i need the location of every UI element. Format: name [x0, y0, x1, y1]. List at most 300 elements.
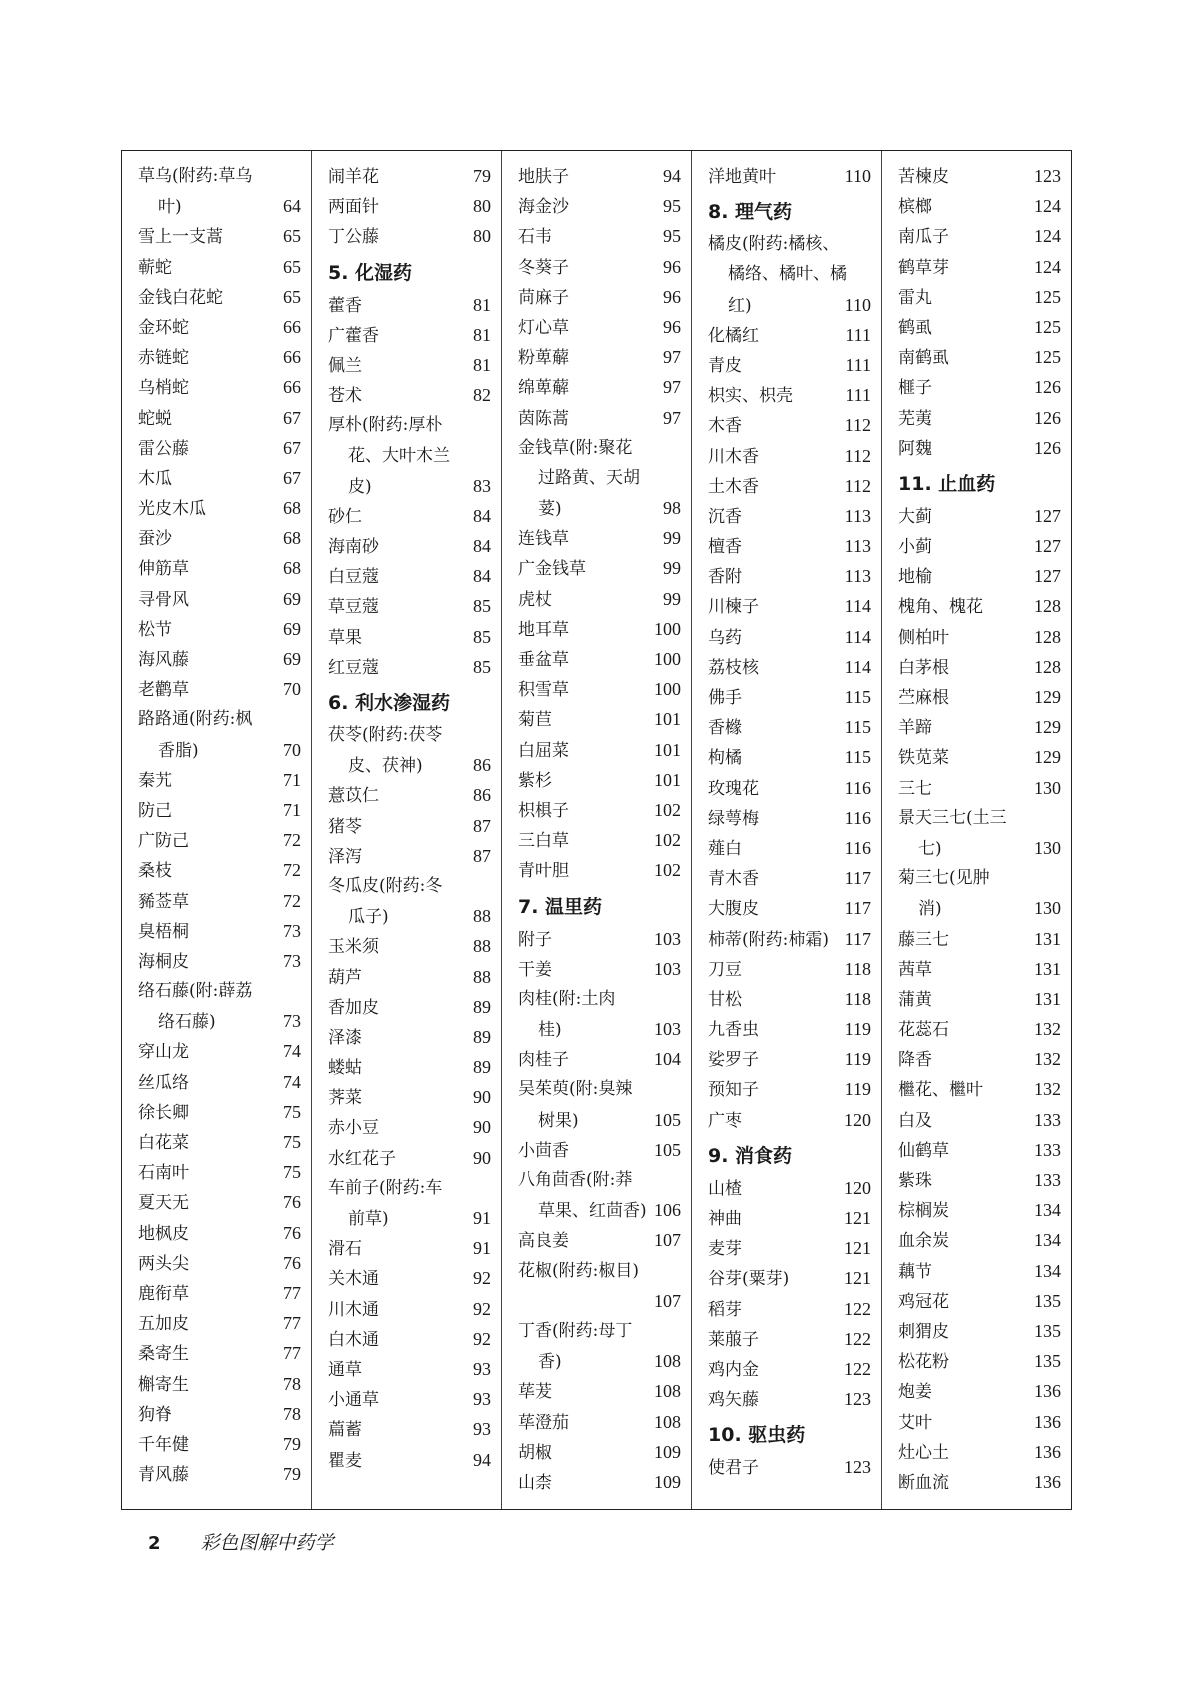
toc-entry[interactable]	[518, 954, 681, 984]
toc-entry[interactable]	[898, 1256, 1061, 1286]
toc-entry[interactable]	[708, 561, 871, 591]
toc-entry[interactable]	[328, 290, 491, 320]
toc-entry[interactable]	[518, 825, 681, 855]
toc-entry[interactable]	[518, 1195, 681, 1225]
toc-entry[interactable]	[898, 1195, 1061, 1225]
entry-name: 枳椇子	[518, 800, 569, 821]
toc-entry[interactable]	[138, 1248, 301, 1278]
toc-entry[interactable]	[898, 1135, 1061, 1165]
toc-entry[interactable]	[138, 795, 301, 825]
toc-entry[interactable]	[138, 976, 301, 1006]
section-heading	[328, 256, 491, 290]
entry-name: 瞿麦	[328, 1450, 362, 1471]
toc-entry[interactable]	[898, 252, 1061, 282]
toc-entry[interactable]	[138, 1006, 301, 1036]
entry-name: 炮姜	[898, 1382, 932, 1403]
entry-page: 128	[1034, 656, 1061, 677]
entry-name: 积雪草	[518, 680, 569, 701]
toc-entry[interactable]	[328, 962, 491, 992]
toc-entry[interactable]	[138, 161, 301, 191]
entry-page: 125	[1034, 347, 1061, 368]
toc-entry[interactable]	[708, 893, 871, 923]
entry-page: 94	[473, 1449, 491, 1470]
toc-entry[interactable]	[708, 1014, 871, 1044]
toc-entry[interactable]	[518, 1467, 681, 1497]
toc-entry[interactable]	[518, 191, 681, 221]
toc-entry[interactable]	[138, 372, 301, 402]
toc-entry[interactable]	[898, 954, 1061, 984]
toc-entry[interactable]	[518, 1286, 681, 1316]
toc-entry[interactable]	[898, 372, 1061, 402]
entry-name: 肉桂子	[518, 1050, 569, 1071]
toc-entry[interactable]	[708, 259, 871, 289]
entry-page: 66	[283, 347, 301, 368]
entry-name: 洋地黄叶	[708, 167, 776, 187]
toc-entry[interactable]	[518, 924, 681, 954]
toc-entry[interactable]	[708, 1044, 871, 1074]
toc-entry[interactable]	[708, 531, 871, 561]
entry-name: 川楝子	[708, 597, 759, 618]
toc-entry[interactable]	[898, 773, 1061, 803]
toc-entry[interactable]	[518, 493, 681, 523]
toc-entry[interactable]	[708, 1105, 871, 1135]
toc-entry[interactable]	[708, 290, 871, 320]
toc-entry[interactable]	[518, 584, 681, 614]
toc-entry[interactable]	[898, 803, 1061, 833]
toc-entry[interactable]	[518, 674, 681, 704]
toc-entry[interactable]	[898, 312, 1061, 342]
toc-entry[interactable]	[138, 825, 301, 855]
toc-entry[interactable]	[708, 380, 871, 410]
entry-page: 72	[283, 890, 301, 911]
toc-entry[interactable]	[898, 1407, 1061, 1437]
entry-page: 93	[473, 1419, 491, 1440]
toc-entry[interactable]	[898, 342, 1061, 372]
toc-entry[interactable]	[328, 1022, 491, 1052]
toc-entry[interactable]	[898, 1225, 1061, 1255]
toc-entry[interactable]	[898, 863, 1061, 893]
toc-entry[interactable]	[138, 312, 301, 342]
toc-entry[interactable]	[138, 433, 301, 463]
toc-entry[interactable]	[518, 252, 681, 282]
entry-page: 114	[844, 596, 871, 617]
toc-entry[interactable]	[138, 1459, 301, 1489]
toc-entry[interactable]	[518, 1256, 681, 1286]
toc-entry[interactable]	[898, 1376, 1061, 1406]
toc-entry[interactable]	[518, 1376, 681, 1406]
toc-entry[interactable]	[328, 1173, 491, 1203]
entry-name: 枳实、枳壳	[708, 386, 793, 407]
toc-entry[interactable]	[328, 622, 491, 652]
entry-page: 132	[1034, 1079, 1061, 1100]
toc-entry[interactable]	[898, 924, 1061, 954]
toc-entry[interactable]	[708, 320, 871, 350]
toc-entry[interactable]	[328, 652, 491, 682]
toc-entry[interactable]	[518, 221, 681, 251]
entry-page: 130	[1034, 837, 1061, 858]
entry-page: 121	[844, 1208, 871, 1228]
toc-entry[interactable]	[518, 1316, 681, 1346]
entry-name: 蒲黄	[898, 989, 932, 1010]
toc-entry[interactable]	[328, 931, 491, 961]
toc-entry[interactable]	[898, 712, 1061, 742]
section-title: 6. 利水渗湿药	[328, 692, 451, 714]
toc-entry[interactable]	[138, 221, 301, 251]
toc-entry[interactable]	[898, 984, 1061, 1014]
toc-entry[interactable]	[518, 161, 681, 191]
entry-page: 101	[654, 769, 681, 790]
toc-entry[interactable]	[708, 803, 871, 833]
toc-entry[interactable]	[328, 1052, 491, 1082]
toc-entry[interactable]	[328, 350, 491, 380]
entry-name: 三七	[898, 778, 932, 799]
toc-entry[interactable]	[708, 471, 871, 501]
toc-entry[interactable]	[518, 855, 681, 885]
entry-name: 鹿衔草	[138, 1283, 189, 1304]
toc-entry[interactable]	[328, 531, 491, 561]
section-title: 8. 理气药	[708, 201, 793, 224]
toc-entry[interactable]	[898, 403, 1061, 433]
toc-entry[interactable]	[138, 1218, 301, 1248]
toc-entry[interactable]	[518, 1135, 681, 1165]
toc-entry[interactable]	[898, 833, 1061, 863]
toc-entry[interactable]	[328, 161, 491, 191]
toc-entry[interactable]	[328, 1233, 491, 1263]
toc-entry[interactable]	[138, 1127, 301, 1157]
toc-entry[interactable]	[708, 1324, 871, 1354]
toc-entry[interactable]	[328, 1294, 491, 1324]
entry-name: 大蓟	[898, 506, 932, 527]
entry-page: 111	[845, 354, 871, 375]
entry-page: 87	[473, 845, 491, 866]
toc-entry[interactable]	[518, 553, 681, 583]
toc-entry[interactable]	[898, 1165, 1061, 1195]
toc-entry[interactable]	[328, 1354, 491, 1384]
toc-entry[interactable]	[708, 954, 871, 984]
toc-entry[interactable]	[328, 901, 491, 931]
toc-entry[interactable]	[328, 221, 491, 251]
toc-entry[interactable]	[898, 161, 1061, 191]
toc-entry[interactable]	[708, 924, 871, 954]
entry-name: 皮、茯神)	[348, 756, 423, 777]
toc-entry[interactable]	[138, 735, 301, 765]
toc-entry[interactable]	[898, 591, 1061, 621]
entry-page: 86	[473, 755, 491, 776]
entry-name: 蛇蜕	[138, 408, 172, 429]
toc-entry[interactable]	[898, 1044, 1061, 1074]
toc-entry[interactable]	[518, 1074, 681, 1104]
toc-entry[interactable]	[328, 1263, 491, 1293]
toc-entry[interactable]	[518, 312, 681, 342]
toc-entry[interactable]	[708, 863, 871, 893]
toc-entry[interactable]	[328, 1414, 491, 1444]
toc-entry[interactable]	[328, 1082, 491, 1112]
toc-entry[interactable]	[708, 161, 871, 191]
toc-entry[interactable]	[708, 833, 871, 863]
toc-entry[interactable]	[518, 1346, 681, 1376]
toc-entry[interactable]	[328, 750, 491, 780]
entry-page: 110	[844, 294, 871, 315]
entry-name: 吴茱萸(附:臭辣	[518, 1079, 633, 1100]
toc-entry[interactable]	[898, 282, 1061, 312]
toc-entry[interactable]	[138, 704, 301, 734]
entry-name: 青皮	[708, 355, 742, 376]
entry-name: 垂盆草	[518, 650, 569, 670]
toc-entry[interactable]	[518, 735, 681, 765]
toc-entry[interactable]	[328, 811, 491, 841]
toc-entry[interactable]	[708, 1203, 871, 1233]
toc-entry[interactable]	[138, 1157, 301, 1187]
entry-name: 车前子(附药:车	[328, 1177, 443, 1198]
toc-entry[interactable]	[138, 644, 301, 674]
toc-entry[interactable]	[898, 622, 1061, 652]
toc-entry[interactable]	[328, 501, 491, 531]
entry-page: 109	[654, 1441, 681, 1462]
entry-name: 鹤草芽	[898, 257, 949, 278]
toc-entry[interactable]	[898, 561, 1061, 591]
toc-entry[interactable]	[138, 1369, 301, 1399]
entry-name: 荜澄茄	[518, 1412, 569, 1433]
toc-entry[interactable]	[898, 221, 1061, 251]
toc-entry[interactable]	[708, 742, 871, 772]
toc-entry[interactable]	[138, 1187, 301, 1217]
toc-entry[interactable]	[898, 1074, 1061, 1104]
toc-entry[interactable]	[138, 916, 301, 946]
entry-page: 103	[654, 1019, 681, 1040]
toc-entry[interactable]	[518, 1014, 681, 1044]
toc-entry[interactable]	[708, 1173, 871, 1203]
entry-name: 槐角、槐花	[898, 597, 983, 618]
toc-entry[interactable]	[138, 553, 301, 583]
toc-entry[interactable]	[138, 584, 301, 614]
entry-page: 114	[844, 656, 871, 677]
entry-name: 白木通	[328, 1329, 379, 1350]
entry-name: 白茅根	[898, 657, 949, 678]
toc-entry[interactable]	[328, 992, 491, 1022]
entry-name: 檵花、檵叶	[898, 1080, 983, 1101]
toc-entry[interactable]	[138, 523, 301, 553]
entry-page: 127	[1034, 566, 1061, 587]
toc-entry[interactable]	[708, 682, 871, 712]
toc-entry[interactable]	[328, 561, 491, 591]
toc-entry[interactable]	[518, 372, 681, 402]
toc-entry[interactable]	[138, 252, 301, 282]
toc-entry[interactable]	[708, 1452, 871, 1482]
toc-entry[interactable]	[328, 441, 491, 471]
entry-name: 羊蹄	[898, 718, 932, 739]
toc-entry[interactable]	[138, 855, 301, 885]
toc-entry[interactable]	[328, 1445, 491, 1475]
entry-name: 九香虫	[708, 1020, 759, 1041]
toc-entry[interactable]	[138, 1097, 301, 1127]
entry-name: 过路黄、天胡	[538, 467, 640, 488]
entry-name: 川木香	[708, 446, 759, 467]
toc-entry[interactable]	[898, 682, 1061, 712]
toc-entry[interactable]	[328, 871, 491, 901]
toc-entry[interactable]	[708, 410, 871, 440]
toc-entry[interactable]	[518, 1105, 681, 1135]
toc-entry[interactable]	[898, 531, 1061, 561]
toc-entry[interactable]	[328, 1384, 491, 1414]
toc-entry[interactable]	[708, 229, 871, 259]
entry-page: 74	[283, 1041, 301, 1062]
toc-entry[interactable]	[518, 765, 681, 795]
toc-entry[interactable]	[138, 1278, 301, 1308]
entry-name: 山楂	[708, 1178, 742, 1199]
entry-name: 香脂)	[158, 740, 199, 761]
toc-entry[interactable]	[138, 1067, 301, 1097]
toc-entry[interactable]	[518, 403, 681, 433]
toc-entry[interactable]	[138, 342, 301, 372]
toc-entry[interactable]	[138, 614, 301, 644]
toc-entry[interactable]	[708, 652, 871, 682]
entry-page: 133	[1034, 1139, 1061, 1160]
toc-entry[interactable]	[898, 191, 1061, 221]
toc-entry[interactable]	[898, 742, 1061, 772]
entry-name: 白屈菜	[518, 740, 569, 761]
entry-name: 芜荑	[898, 408, 932, 429]
toc-entry[interactable]	[138, 946, 301, 976]
toc-entry[interactable]	[708, 441, 871, 471]
toc-entry[interactable]	[328, 841, 491, 871]
toc-entry[interactable]	[328, 471, 491, 501]
entry-name: 肉桂(附:土肉	[518, 988, 616, 1009]
toc-entry[interactable]	[328, 380, 491, 410]
toc-entry[interactable]	[898, 1346, 1061, 1376]
toc-entry[interactable]	[708, 1354, 871, 1384]
entry-name: 玫瑰花	[708, 778, 759, 799]
toc-entry[interactable]	[328, 1143, 491, 1173]
toc-column	[882, 151, 1071, 1509]
entry-name: 青风藤	[138, 1465, 189, 1486]
toc-entry[interactable]	[898, 1437, 1061, 1467]
toc-entry[interactable]	[708, 591, 871, 621]
entry-name: 荜茇	[518, 1382, 552, 1403]
entry-page: 120	[844, 1109, 871, 1130]
toc-entry[interactable]	[708, 501, 871, 531]
entry-page: 73	[283, 1011, 301, 1032]
toc-entry[interactable]	[138, 191, 301, 221]
toc-entry[interactable]	[328, 320, 491, 350]
entry-name: 络石藤(附:薜荔	[138, 981, 253, 1002]
toc-entry[interactable]	[518, 342, 681, 372]
toc-entry[interactable]	[138, 463, 301, 493]
toc-entry[interactable]	[898, 893, 1061, 923]
toc-entry[interactable]	[328, 410, 491, 440]
toc-entry[interactable]	[138, 674, 301, 704]
toc-entry[interactable]	[518, 1407, 681, 1437]
toc-entry[interactable]	[518, 1225, 681, 1255]
toc-entry[interactable]	[138, 1429, 301, 1459]
entry-name: 石南叶	[138, 1163, 189, 1184]
toc-entry[interactable]	[138, 1308, 301, 1338]
entry-page: 136	[1034, 1441, 1061, 1462]
entry-name: 血余炭	[898, 1231, 949, 1252]
entry-name: 千年健	[138, 1434, 189, 1455]
toc-entry[interactable]	[518, 433, 681, 463]
entry-name: 鸡矢藤	[708, 1390, 759, 1411]
toc-entry[interactable]	[328, 720, 491, 750]
entry-name: 雪上一支蒿	[138, 227, 223, 248]
toc-entry[interactable]	[328, 1324, 491, 1354]
toc-entry[interactable]	[138, 1036, 301, 1066]
toc-entry[interactable]	[898, 652, 1061, 682]
toc-entry[interactable]	[898, 1286, 1061, 1316]
toc-entry[interactable]	[898, 1316, 1061, 1346]
toc-entry[interactable]	[138, 1338, 301, 1368]
entry-page: 99	[663, 558, 681, 579]
toc-entry[interactable]	[518, 704, 681, 734]
entry-page: 97	[663, 377, 681, 398]
toc-entry[interactable]	[898, 1105, 1061, 1135]
toc-entry[interactable]	[708, 1233, 871, 1263]
entry-page: 98	[663, 498, 681, 519]
entry-name: 鹤虱	[898, 317, 932, 338]
toc-entry[interactable]	[708, 350, 871, 380]
entry-name: 娑罗子	[708, 1050, 759, 1071]
toc-entry[interactable]	[708, 1294, 871, 1324]
toc-entry[interactable]	[518, 1165, 681, 1195]
toc-entry[interactable]	[138, 493, 301, 523]
entry-name: 花蕊石	[898, 1020, 949, 1041]
toc-entry[interactable]	[518, 644, 681, 674]
toc-entry[interactable]	[708, 712, 871, 742]
entry-name: 防己	[138, 800, 172, 821]
entry-name: 苍术	[328, 386, 362, 407]
toc-entry[interactable]	[898, 1467, 1061, 1497]
entry-page: 70	[283, 679, 301, 700]
toc-entry[interactable]	[898, 1014, 1061, 1044]
entry-name: 侧柏叶	[898, 627, 949, 648]
toc-entry[interactable]	[138, 282, 301, 312]
toc-entry[interactable]	[328, 191, 491, 221]
entry-page: 99	[663, 588, 681, 609]
toc-entry[interactable]	[328, 1203, 491, 1233]
toc-entry[interactable]	[138, 1399, 301, 1429]
toc-entry[interactable]	[518, 984, 681, 1014]
entry-page: 103	[654, 928, 681, 949]
toc-entry[interactable]	[518, 614, 681, 644]
toc-entry[interactable]	[708, 1384, 871, 1414]
toc-entry[interactable]	[138, 765, 301, 795]
toc-entry[interactable]	[708, 984, 871, 1014]
toc-entry[interactable]	[328, 591, 491, 621]
toc-entry[interactable]	[518, 1044, 681, 1074]
entry-name: 伸筋草	[138, 559, 189, 580]
toc-entry[interactable]	[708, 773, 871, 803]
toc-entry[interactable]	[898, 501, 1061, 531]
toc-entry[interactable]	[328, 780, 491, 810]
toc-entry[interactable]	[328, 1112, 491, 1142]
toc-entry[interactable]	[518, 463, 681, 493]
entry-name: 花、大叶木兰	[348, 445, 450, 466]
toc-entry[interactable]	[518, 795, 681, 825]
toc-entry[interactable]	[708, 622, 871, 652]
toc-entry[interactable]	[708, 1263, 871, 1293]
toc-entry[interactable]	[138, 403, 301, 433]
toc-entry[interactable]	[708, 1074, 871, 1104]
entry-page: 102	[654, 799, 681, 820]
toc-entry[interactable]	[898, 433, 1061, 463]
entry-name: 南瓜子	[898, 227, 949, 248]
toc-entry[interactable]	[518, 1437, 681, 1467]
section-title: 9. 消食药	[708, 1144, 793, 1167]
toc-entry[interactable]	[518, 523, 681, 553]
section-title: 5. 化湿药	[328, 261, 413, 284]
toc-entry[interactable]	[138, 886, 301, 916]
toc-entry[interactable]	[518, 282, 681, 312]
entry-name: 络石藤)	[158, 1012, 216, 1033]
